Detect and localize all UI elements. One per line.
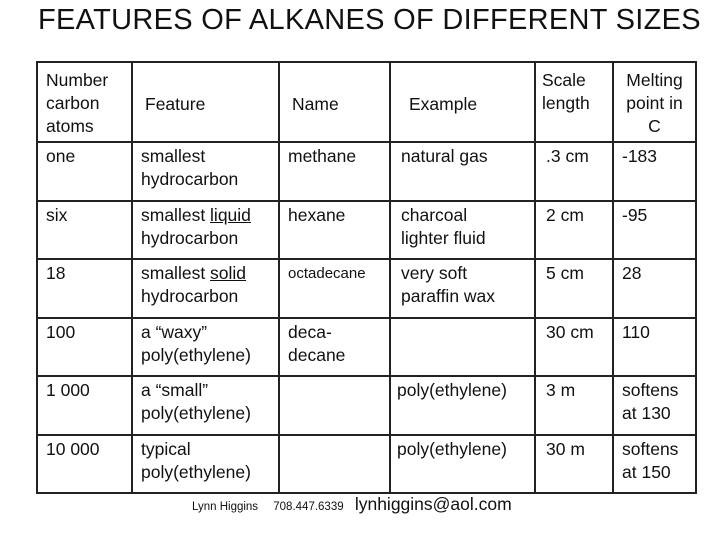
feature-text: typical [141, 438, 191, 459]
cell-number: 100 [37, 318, 132, 377]
feature-emphasis: solid [210, 263, 247, 283]
cell-example: very soft paraffin wax [390, 259, 535, 318]
alkane-features-table [36, 61, 697, 494]
feature-text-second-line: poly(ethylene) [141, 344, 251, 365]
cell-melting-point: -95 [613, 201, 696, 260]
cell-feature [132, 142, 279, 201]
cell-melting-point: softens at 150 [613, 435, 696, 494]
cell-feature [132, 259, 279, 318]
table-row [37, 201, 696, 260]
feature-text-second-line: hydrocarbon [141, 169, 239, 189]
cell-number: 1 000 [37, 376, 132, 435]
feature-text: a “small” [141, 380, 209, 400]
feature-text-second-line: hydrocarbon [141, 286, 239, 306]
cell-feature [132, 376, 279, 435]
cell-example: poly(ethylene) [390, 435, 535, 494]
cell-number: 10 000 [37, 435, 132, 494]
header-number-carbon-atoms: Number carbon atoms [37, 62, 132, 142]
cell-melting-point: 28 [613, 259, 696, 318]
cell-melting-point: 110 [613, 318, 696, 377]
table-row [37, 259, 696, 318]
table-row [37, 142, 696, 201]
header-row [37, 62, 696, 142]
cell-scale-length: 5 cm [535, 259, 613, 318]
feature-text-second-line: poly(ethylene) [141, 461, 251, 482]
cell-example: natural gas [390, 142, 535, 201]
cell-feature [132, 435, 279, 494]
cell-name: hexane [279, 201, 390, 260]
cell-name [279, 376, 390, 435]
cell-melting-point: -183 [613, 142, 696, 201]
page-title: FEATURES OF ALKANES OF DIFFERENT SIZES [38, 4, 701, 36]
header-name: Name [279, 62, 390, 142]
header-scale-length: Scale length [535, 62, 613, 142]
cell-name: methane [279, 142, 390, 201]
header-feature: Feature [132, 62, 279, 142]
feature-text: smallest [141, 204, 211, 225]
header-example: Example [390, 62, 535, 142]
author-phone: 708.447.6339 [273, 501, 344, 513]
cell-number: one [37, 142, 132, 201]
cell-example [390, 318, 535, 377]
cell-melting-point: softens at 130 [613, 376, 696, 435]
table-row [37, 376, 696, 435]
cell-feature [132, 201, 279, 260]
feature-text: smallest [141, 146, 206, 166]
feature-emphasis: liquid [210, 204, 251, 225]
author-footer [192, 494, 512, 515]
cell-feature [132, 318, 279, 377]
table-row [37, 318, 696, 377]
cell-example: poly(ethylene) [390, 376, 535, 435]
feature-text-second-line: hydrocarbon [141, 227, 239, 248]
cell-name: octadecane [279, 259, 390, 318]
feature-text: smallest [141, 263, 211, 283]
cell-name: deca- decane [279, 318, 390, 377]
cell-scale-length: 30 cm [535, 318, 613, 377]
feature-text: a “waxy” [141, 321, 208, 342]
header-melting-point: Melting point in C [613, 62, 696, 142]
cell-number: 18 [37, 259, 132, 318]
cell-scale-length: 3 m [535, 376, 613, 435]
cell-scale-length: 30 m [535, 435, 613, 494]
cell-scale-length: .3 cm [535, 142, 613, 201]
cell-example: charcoal lighter fluid [390, 201, 535, 260]
author-name: Lynn Higgins [192, 501, 259, 513]
cell-number: six [37, 201, 132, 260]
feature-text-second-line: poly(ethylene) [141, 403, 251, 423]
cell-scale-length: 2 cm [535, 201, 613, 260]
cell-name [279, 435, 390, 494]
table-row [37, 435, 696, 494]
author-email: lynhiggins@aol.com [354, 494, 512, 514]
